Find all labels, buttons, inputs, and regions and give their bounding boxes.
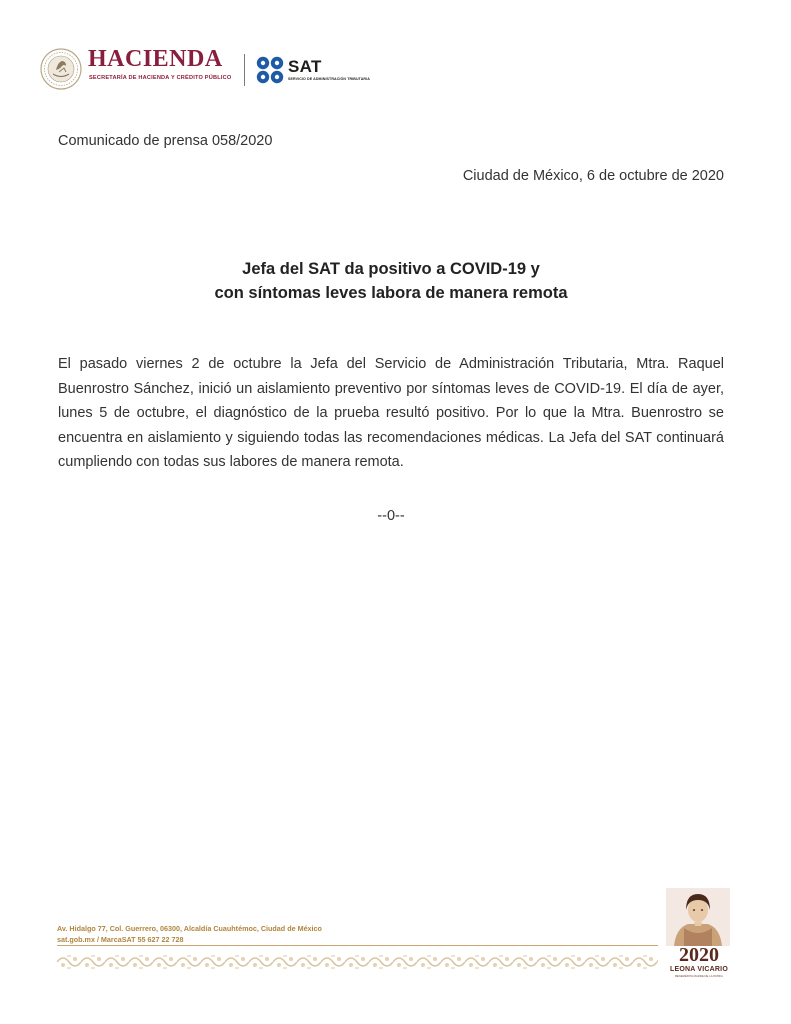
leona-vicario-year: 2020 xyxy=(679,944,719,966)
end-mark: --0-- xyxy=(377,508,405,524)
leona-vicario-portrait-icon xyxy=(666,888,730,946)
leona-vicario-name: LEONA VICARIO xyxy=(670,966,728,973)
national-emblem-seal-icon xyxy=(40,48,82,90)
headline-line-1: Jefa del SAT da positivo a COVID-19 y xyxy=(242,260,540,278)
leona-vicario-2020-logo xyxy=(664,888,734,980)
footer-divider xyxy=(57,945,658,946)
footer-ornament-pattern xyxy=(57,953,658,971)
press-release-number: Comunicado de prensa 058/2020 xyxy=(58,133,273,149)
header-divider xyxy=(244,54,245,86)
footer-address: Av. Hidalgo 77, Col. Guerrero, 06300, Alcaldía Cuauhtémoc, Ciudad de México xyxy=(57,924,322,933)
sat-dots-logo-icon xyxy=(256,56,284,84)
place-and-date: Ciudad de México, 6 de octubre de 2020 xyxy=(462,168,724,184)
leona-vicario-tagline: BENEMÉRITA MADRE DE LA PATRIA xyxy=(675,974,723,978)
header-logos xyxy=(40,44,400,94)
hacienda-subtitle: SECRETARÍA DE HACIENDA Y CRÉDITO PÚBLICO xyxy=(89,75,232,81)
headline xyxy=(58,257,724,305)
body-paragraph: El pasado viernes 2 de octubre la Jefa del Servicio de Administración Tributaria, Mtra. Raquel Buenrostro Sánchez, inició un aislamiento preventivo por síntomas leves de COVID-19. El día de ayer, lunes 5 de octubre, el diagnóstico de la prueba resultó positivo. Por lo que la Mtra. Buenrostro se encuentra en aislamiento y siguiendo todas las recomendaciones médicas. La Jefa del SAT continuará cumpliendo con todas sus labores de manera remota. xyxy=(58,356,724,470)
hacienda-title: HACIENDA xyxy=(88,46,223,72)
headline-line-2: con síntomas leves labora de manera remota xyxy=(214,284,568,302)
footer-address-block xyxy=(57,924,322,945)
sat-subtitle: SERVICIO DE ADMINISTRACIÓN TRIBUTARIA xyxy=(288,77,370,81)
footer-contact: sat.gob.mx / MarcaSAT 55 627 22 728 xyxy=(57,934,184,944)
sat-title: SAT xyxy=(288,57,322,76)
